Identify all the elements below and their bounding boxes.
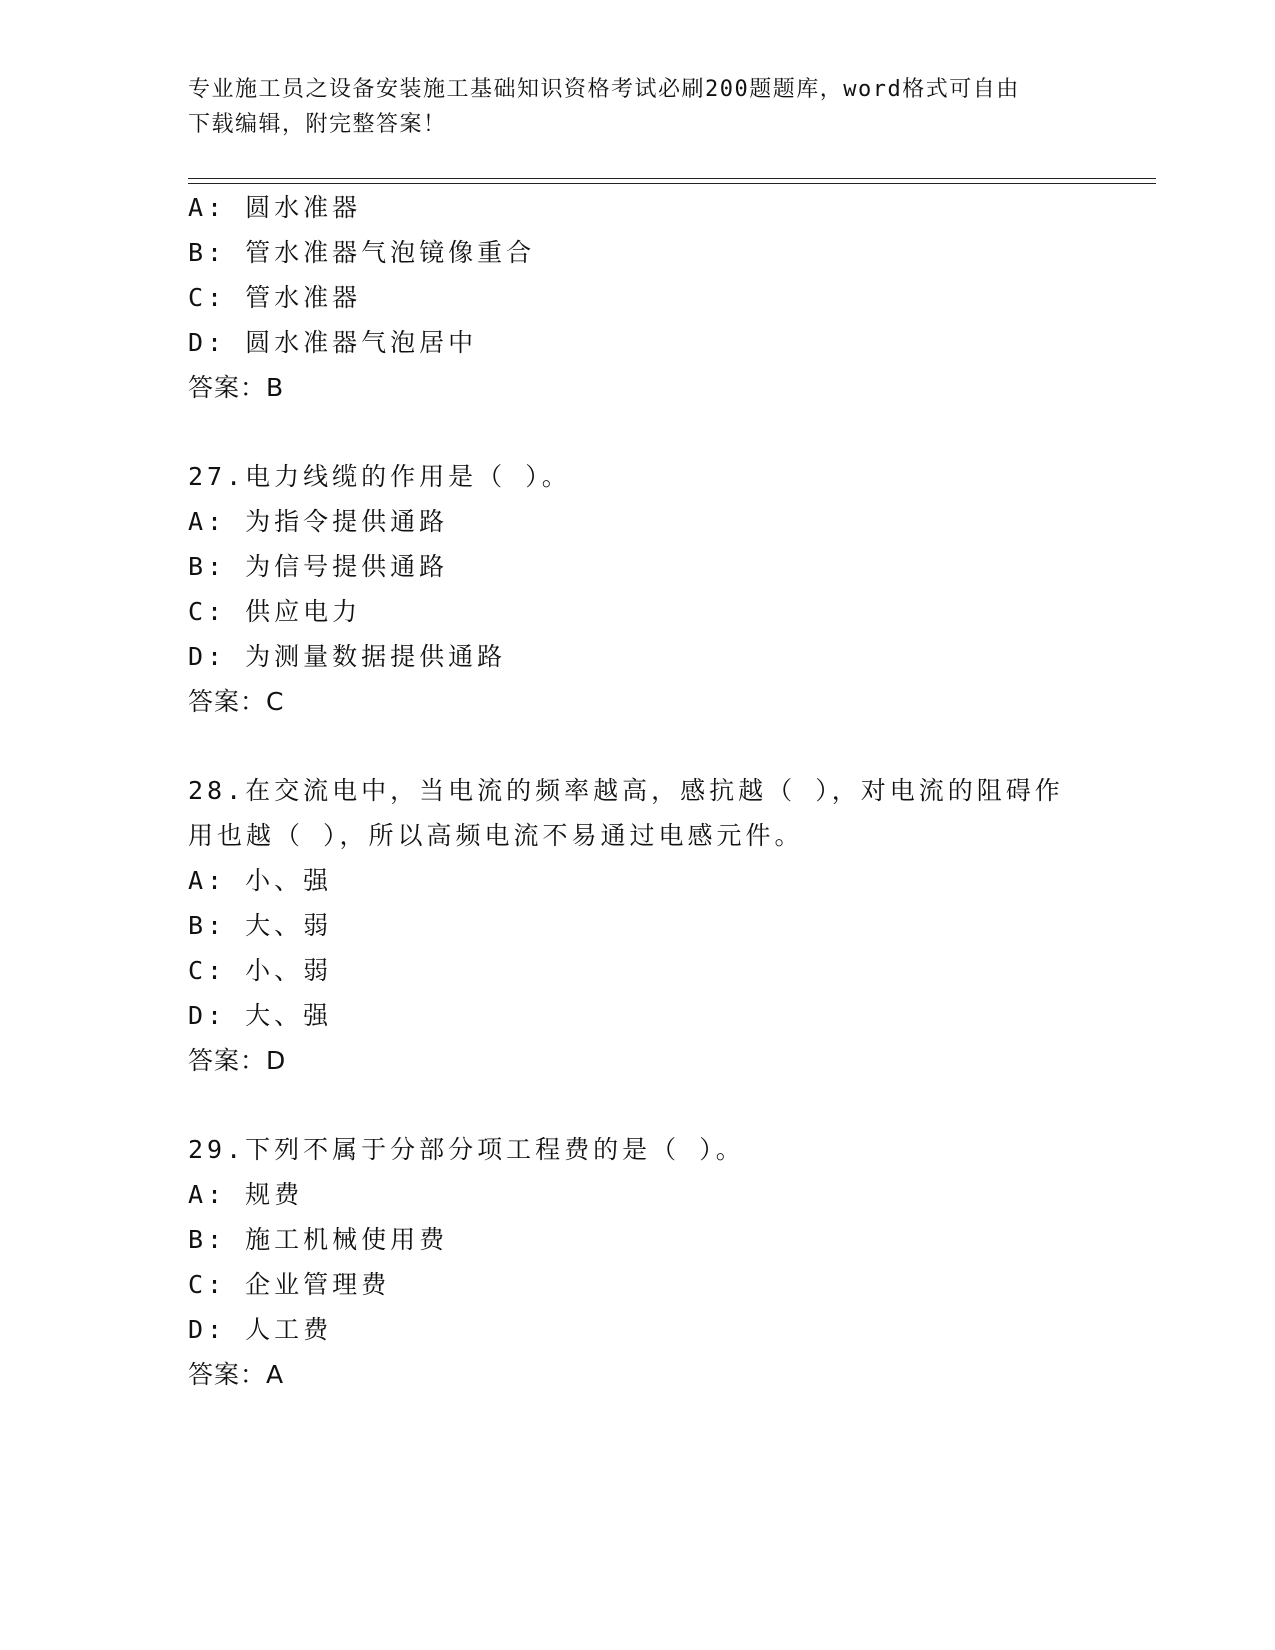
- document-header: [188, 72, 1068, 142]
- q26-option-a: A: 圆水准器: [188, 193, 362, 222]
- q29-option-a: A: 规费: [188, 1180, 304, 1209]
- q27-option-b: B: 为信号提供通路: [188, 552, 449, 581]
- q26-option-d: D: 圆水准器气泡居中: [188, 328, 478, 357]
- q28-option-d: D: 大、强: [188, 1001, 333, 1030]
- q28-question-line-1: 28.在交流电中，当电流的频率越高，感抗越（ ），对电流的阻碍作: [188, 776, 1064, 805]
- q28-question-line-2: 用也越（ ），所以高频电流不易通过电感元件。: [188, 821, 804, 850]
- q27-option-c: C: 供应电力: [188, 597, 362, 626]
- q27-option-d: D: 为测量数据提供通路: [188, 642, 507, 671]
- header-rule-top: [188, 178, 1156, 179]
- q28-answer: 答案：D: [188, 1046, 287, 1075]
- q29-option-d: D: 人工费: [188, 1315, 333, 1344]
- header-rule-bottom: [188, 183, 1156, 184]
- q29-option-c: C: 企业管理费: [188, 1270, 391, 1299]
- q26-option-b: B: 管水准器气泡镜像重合: [188, 238, 536, 267]
- q27-option-a: A: 为指令提供通路: [188, 507, 449, 536]
- q29-answer: 答案：A: [188, 1360, 285, 1389]
- q29-option-b: B: 施工机械使用费: [188, 1225, 449, 1254]
- q26-option-c: C: 管水准器: [188, 283, 362, 312]
- q29-question: 29.下列不属于分部分项工程费的是（ ）。: [188, 1135, 745, 1164]
- q27-question: 27.电力线缆的作用是（ ）。: [188, 462, 571, 491]
- q28-option-a: A: 小、强: [188, 866, 333, 895]
- q26-answer: 答案：B: [188, 373, 285, 402]
- q28-option-c: C: 小、弱: [188, 956, 333, 985]
- q28-option-b: B: 大、弱: [188, 911, 333, 940]
- header-line-1: 专业施工员之设备安装施工基础知识资格考试必刷200题题库，word格式可自由: [188, 77, 1020, 102]
- header-line-2: 下载编辑，附完整答案！: [188, 112, 447, 137]
- q27-answer: 答案：C: [188, 687, 285, 716]
